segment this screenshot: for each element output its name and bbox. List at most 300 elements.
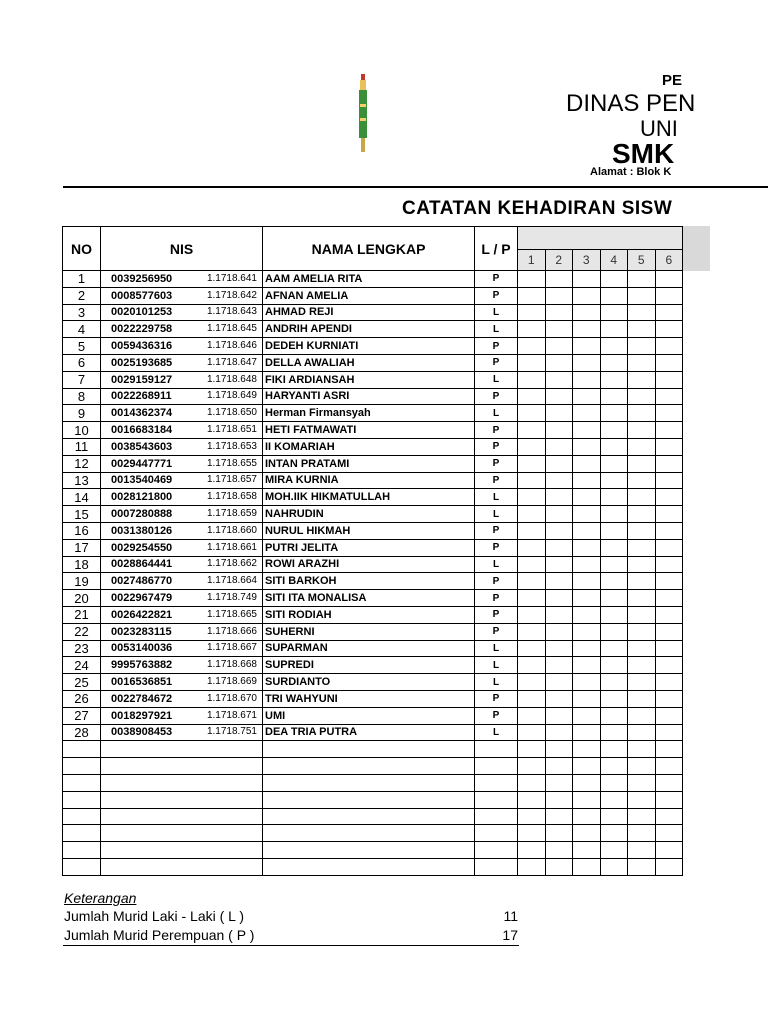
cell-day[interactable] (600, 422, 628, 439)
cell-day[interactable] (573, 640, 601, 657)
col-header-nama: NAMA LENGKAP (263, 227, 475, 271)
cell-day[interactable] (518, 842, 546, 859)
table-row (63, 724, 683, 741)
cell-day[interactable] (518, 825, 546, 842)
cell-day[interactable] (573, 489, 601, 506)
cell-lp (475, 842, 518, 859)
cell-day[interactable] (518, 539, 546, 556)
cell-day[interactable] (628, 858, 656, 875)
cell-day[interactable] (545, 556, 573, 573)
cell-day[interactable] (518, 422, 546, 439)
cell-nis-main: 0027486770 (111, 575, 173, 588)
cell-day[interactable] (573, 539, 601, 556)
cell-day[interactable] (518, 522, 546, 539)
cell-lp: P (475, 690, 518, 707)
cell-nis (101, 741, 263, 758)
table-row-empty (63, 774, 683, 791)
cell-day[interactable] (655, 321, 683, 338)
cell-lp (475, 774, 518, 791)
cell-lp (475, 808, 518, 825)
cell-nis (101, 388, 263, 405)
cell-day[interactable] (573, 405, 601, 422)
cell-day[interactable] (545, 354, 573, 371)
cell-day[interactable] (655, 438, 683, 455)
cell-day[interactable] (518, 338, 546, 355)
cell-no: 16 (63, 522, 101, 539)
cell-day[interactable] (600, 271, 628, 288)
cell-day[interactable] (600, 707, 628, 724)
cell-day[interactable] (628, 539, 656, 556)
cell-day[interactable] (655, 690, 683, 707)
cell-day[interactable] (655, 489, 683, 506)
cell-no: 7 (63, 371, 101, 388)
table-row (63, 707, 683, 724)
cell-day[interactable] (600, 287, 628, 304)
cell-nis-local: 1.1718.655 (206, 457, 257, 469)
cell-day[interactable] (628, 674, 656, 691)
table-row (63, 438, 683, 455)
cell-day[interactable] (573, 808, 601, 825)
cell-day[interactable] (518, 758, 546, 775)
cell-nis (101, 690, 263, 707)
cell-day[interactable] (600, 354, 628, 371)
cell-day[interactable] (545, 707, 573, 724)
cell-day[interactable] (600, 438, 628, 455)
cell-day[interactable] (628, 506, 656, 523)
cell-day[interactable] (600, 522, 628, 539)
cell-day[interactable] (573, 354, 601, 371)
cell-no: 5 (63, 338, 101, 355)
cell-nama: SUHERNI (263, 623, 475, 640)
cell-day[interactable] (545, 522, 573, 539)
cell-day[interactable] (655, 825, 683, 842)
cell-day[interactable] (545, 371, 573, 388)
cell-no: 10 (63, 422, 101, 439)
cell-day[interactable] (573, 573, 601, 590)
cell-nis-local: 1.1718.662 (206, 558, 257, 570)
cell-day[interactable] (655, 741, 683, 758)
cell-day[interactable] (655, 271, 683, 288)
table-row (63, 539, 683, 556)
cell-day[interactable] (628, 573, 656, 590)
cell-day[interactable] (600, 388, 628, 405)
cell-day[interactable] (545, 724, 573, 741)
cell-lp: P (475, 606, 518, 623)
cell-nis (101, 438, 263, 455)
cell-lp: P (475, 354, 518, 371)
table-row (63, 590, 683, 607)
cell-nama: ANDRIH APENDI (263, 321, 475, 338)
cell-no: 12 (63, 455, 101, 472)
table-row (63, 506, 683, 523)
cell-day[interactable] (518, 287, 546, 304)
cell-day[interactable] (518, 388, 546, 405)
cell-day[interactable] (655, 287, 683, 304)
cell-day[interactable] (518, 438, 546, 455)
cell-day[interactable] (545, 304, 573, 321)
cell-day[interactable] (545, 858, 573, 875)
cell-day[interactable] (600, 758, 628, 775)
cell-day[interactable] (628, 405, 656, 422)
cell-no (63, 858, 101, 875)
cell-nis (101, 724, 263, 741)
cell-nis-local: 1.1718.646 (206, 340, 257, 352)
cell-day[interactable] (545, 573, 573, 590)
cell-day[interactable] (545, 623, 573, 640)
cell-day[interactable] (628, 438, 656, 455)
cell-day[interactable] (518, 858, 546, 875)
cell-day[interactable] (600, 825, 628, 842)
cell-lp: P (475, 707, 518, 724)
cell-day[interactable] (628, 724, 656, 741)
cell-day[interactable] (655, 506, 683, 523)
cell-day[interactable] (600, 338, 628, 355)
cell-nis (101, 758, 263, 775)
cell-nis (101, 556, 263, 573)
cell-day[interactable] (518, 354, 546, 371)
cell-day[interactable] (628, 489, 656, 506)
cell-day[interactable] (628, 842, 656, 859)
cell-day[interactable] (628, 707, 656, 724)
cell-day[interactable] (655, 388, 683, 405)
cell-day[interactable] (600, 606, 628, 623)
cell-day[interactable] (545, 405, 573, 422)
cell-day[interactable] (600, 556, 628, 573)
cell-day[interactable] (573, 590, 601, 607)
cell-day[interactable] (600, 791, 628, 808)
cell-day[interactable] (518, 371, 546, 388)
cell-nis-main: 0013540469 (111, 474, 173, 487)
cell-day[interactable] (545, 791, 573, 808)
cell-day[interactable] (655, 573, 683, 590)
cell-day[interactable] (628, 758, 656, 775)
cell-lp: L (475, 506, 518, 523)
count-male-value: 11 (503, 908, 518, 924)
cell-nama: HARYANTI ASRI (263, 388, 475, 405)
cell-day[interactable] (518, 304, 546, 321)
cell-day[interactable] (518, 808, 546, 825)
cell-day[interactable] (600, 774, 628, 791)
cell-nis-local: 1.1718.657 (206, 474, 257, 486)
cell-day[interactable] (628, 371, 656, 388)
cell-day[interactable] (518, 741, 546, 758)
cell-day[interactable] (545, 674, 573, 691)
cell-day[interactable] (573, 522, 601, 539)
table-row (63, 455, 683, 472)
cell-day[interactable] (545, 422, 573, 439)
cell-day[interactable] (518, 489, 546, 506)
cell-nis (101, 338, 263, 355)
cell-day[interactable] (518, 271, 546, 288)
cell-day[interactable] (518, 657, 546, 674)
cell-day[interactable] (628, 304, 656, 321)
day-header-5: 5 (628, 250, 656, 271)
cell-day[interactable] (518, 573, 546, 590)
cell-day[interactable] (600, 640, 628, 657)
cell-day[interactable] (655, 674, 683, 691)
cell-no: 6 (63, 354, 101, 371)
cell-day[interactable] (573, 707, 601, 724)
cell-day[interactable] (518, 623, 546, 640)
cell-day[interactable] (628, 472, 656, 489)
table-row (63, 338, 683, 355)
cell-day[interactable] (628, 791, 656, 808)
cell-day[interactable] (573, 690, 601, 707)
cell-day[interactable] (545, 808, 573, 825)
table-row (63, 388, 683, 405)
cell-day[interactable] (518, 724, 546, 741)
cell-day[interactable] (573, 623, 601, 640)
cell-day[interactable] (545, 472, 573, 489)
cell-day[interactable] (518, 405, 546, 422)
cell-day[interactable] (573, 858, 601, 875)
cell-day[interactable] (573, 774, 601, 791)
cell-day[interactable] (628, 338, 656, 355)
cell-day[interactable] (600, 590, 628, 607)
day-header-4: 4 (600, 250, 628, 271)
cell-day[interactable] (600, 741, 628, 758)
cell-day[interactable] (655, 371, 683, 388)
cell-day[interactable] (600, 472, 628, 489)
cell-day[interactable] (573, 506, 601, 523)
cell-lp: L (475, 724, 518, 741)
cell-day[interactable] (545, 321, 573, 338)
cell-day[interactable] (600, 724, 628, 741)
cell-day[interactable] (628, 422, 656, 439)
col-header-nis: NIS (101, 227, 263, 271)
cell-day[interactable] (573, 338, 601, 355)
cell-no: 24 (63, 657, 101, 674)
cell-day[interactable] (545, 539, 573, 556)
cell-day[interactable] (600, 304, 628, 321)
cell-day[interactable] (518, 321, 546, 338)
cell-no (63, 825, 101, 842)
cell-day[interactable] (573, 287, 601, 304)
cell-day[interactable] (518, 674, 546, 691)
cell-day[interactable] (628, 321, 656, 338)
document-title: CATATAN KEHADIRAN SISW (402, 198, 673, 219)
cell-day[interactable] (545, 774, 573, 791)
cell-day[interactable] (628, 556, 656, 573)
cell-day[interactable] (655, 774, 683, 791)
cell-day[interactable] (545, 271, 573, 288)
cell-day[interactable] (600, 506, 628, 523)
cell-day[interactable] (628, 640, 656, 657)
cell-nis-local: 1.1718.645 (206, 323, 257, 335)
cell-day[interactable] (545, 455, 573, 472)
cell-day[interactable] (600, 623, 628, 640)
cell-no: 9 (63, 405, 101, 422)
cell-day[interactable] (518, 590, 546, 607)
cell-day[interactable] (545, 741, 573, 758)
cell-day[interactable] (600, 405, 628, 422)
cell-day[interactable] (628, 522, 656, 539)
cell-nis (101, 606, 263, 623)
cell-day[interactable] (655, 590, 683, 607)
cell-day[interactable] (545, 388, 573, 405)
cell-day[interactable] (600, 690, 628, 707)
table-row (63, 422, 683, 439)
cell-day[interactable] (628, 388, 656, 405)
header-divider (63, 186, 768, 188)
cell-day[interactable] (600, 455, 628, 472)
cell-day[interactable] (573, 758, 601, 775)
cell-day[interactable] (545, 338, 573, 355)
cell-day[interactable] (655, 858, 683, 875)
cell-day[interactable] (655, 808, 683, 825)
cell-nis-main: 0007280888 (111, 508, 173, 521)
table-row (63, 606, 683, 623)
cell-day[interactable] (573, 657, 601, 674)
cell-nama: UMI (263, 707, 475, 724)
cell-day[interactable] (655, 623, 683, 640)
cell-day[interactable] (573, 271, 601, 288)
cell-day[interactable] (600, 858, 628, 875)
cell-lp: L (475, 640, 518, 657)
cell-day[interactable] (600, 539, 628, 556)
cell-day[interactable] (573, 304, 601, 321)
cell-day[interactable] (628, 590, 656, 607)
cell-day[interactable] (545, 640, 573, 657)
cell-day[interactable] (655, 455, 683, 472)
cell-day[interactable] (655, 539, 683, 556)
cell-day[interactable] (655, 842, 683, 859)
cell-day[interactable] (655, 405, 683, 422)
cell-day[interactable] (655, 304, 683, 321)
cell-day[interactable] (545, 758, 573, 775)
cell-day[interactable] (655, 707, 683, 724)
cell-day[interactable] (518, 707, 546, 724)
cell-day[interactable] (518, 455, 546, 472)
cell-day[interactable] (573, 455, 601, 472)
cell-day[interactable] (573, 321, 601, 338)
cell-nis-main: 0038908453 (111, 726, 173, 739)
cell-day[interactable] (545, 287, 573, 304)
cell-day[interactable] (600, 808, 628, 825)
cell-day[interactable] (600, 674, 628, 691)
header-line-1: PE (662, 72, 683, 89)
cell-lp: L (475, 371, 518, 388)
cell-day[interactable] (628, 774, 656, 791)
cell-nis (101, 354, 263, 371)
cell-day[interactable] (628, 808, 656, 825)
cell-day[interactable] (573, 825, 601, 842)
cell-nis (101, 472, 263, 489)
cell-day[interactable] (573, 422, 601, 439)
cell-day[interactable] (655, 472, 683, 489)
table-row-empty (63, 858, 683, 875)
cell-nis (101, 455, 263, 472)
cell-day[interactable] (518, 774, 546, 791)
cell-day[interactable] (655, 606, 683, 623)
cell-day[interactable] (573, 388, 601, 405)
cell-day[interactable] (573, 741, 601, 758)
cell-day[interactable] (545, 506, 573, 523)
cell-no: 2 (63, 287, 101, 304)
cell-day[interactable] (518, 640, 546, 657)
cell-day[interactable] (573, 724, 601, 741)
cell-nis-main: 0008577603 (111, 289, 173, 302)
cell-day[interactable] (573, 472, 601, 489)
cell-day[interactable] (655, 724, 683, 741)
cell-day[interactable] (545, 590, 573, 607)
cell-day[interactable] (655, 791, 683, 808)
cell-day[interactable] (628, 606, 656, 623)
cell-day[interactable] (573, 606, 601, 623)
cell-nis-local: 1.1718.650 (206, 407, 257, 419)
cell-day[interactable] (600, 657, 628, 674)
cell-day[interactable] (628, 271, 656, 288)
cell-day[interactable] (655, 354, 683, 371)
cell-nis-main: 0020101253 (111, 306, 173, 319)
cell-day[interactable] (655, 522, 683, 539)
cell-day[interactable] (600, 489, 628, 506)
cell-day[interactable] (573, 556, 601, 573)
cell-day[interactable] (518, 791, 546, 808)
cell-day[interactable] (600, 842, 628, 859)
cell-day[interactable] (655, 657, 683, 674)
cell-day[interactable] (545, 489, 573, 506)
cell-day[interactable] (628, 690, 656, 707)
cell-day[interactable] (600, 573, 628, 590)
cell-day[interactable] (573, 674, 601, 691)
cell-day[interactable] (545, 657, 573, 674)
cell-day[interactable] (655, 422, 683, 439)
cell-day[interactable] (600, 371, 628, 388)
cell-nama: HETI FATMAWATI (263, 422, 475, 439)
cell-day[interactable] (545, 606, 573, 623)
cell-day[interactable] (518, 472, 546, 489)
cell-lp: L (475, 321, 518, 338)
cell-day[interactable] (655, 338, 683, 355)
cell-nis-main: 0028864441 (111, 558, 173, 571)
cell-nis-main: 0018297921 (111, 709, 173, 722)
cell-day[interactable] (628, 623, 656, 640)
cell-day[interactable] (573, 842, 601, 859)
header-line-3: UNI (640, 116, 678, 141)
table-row-empty (63, 842, 683, 859)
cell-day[interactable] (655, 556, 683, 573)
cell-no: 13 (63, 472, 101, 489)
cell-day[interactable] (655, 758, 683, 775)
cell-day[interactable] (518, 690, 546, 707)
cell-day[interactable] (518, 506, 546, 523)
cell-nis (101, 287, 263, 304)
cell-lp: P (475, 338, 518, 355)
cell-day[interactable] (545, 842, 573, 859)
cell-day[interactable] (628, 455, 656, 472)
cell-day[interactable] (545, 825, 573, 842)
cell-day[interactable] (628, 354, 656, 371)
cell-day[interactable] (628, 825, 656, 842)
cell-day[interactable] (628, 741, 656, 758)
cell-nis-local: 1.1718.653 (206, 440, 257, 452)
cell-day[interactable] (518, 606, 546, 623)
cell-day[interactable] (518, 556, 546, 573)
cell-day[interactable] (628, 287, 656, 304)
cell-day[interactable] (573, 791, 601, 808)
cell-day[interactable] (600, 321, 628, 338)
cell-nama: DEDEH KURNIATI (263, 338, 475, 355)
cell-day[interactable] (545, 438, 573, 455)
table-row (63, 472, 683, 489)
cell-day[interactable] (573, 371, 601, 388)
cell-day[interactable] (573, 438, 601, 455)
day-header-6: 6 (655, 250, 683, 271)
cell-day[interactable] (545, 690, 573, 707)
cell-day[interactable] (628, 657, 656, 674)
cell-day[interactable] (655, 640, 683, 657)
